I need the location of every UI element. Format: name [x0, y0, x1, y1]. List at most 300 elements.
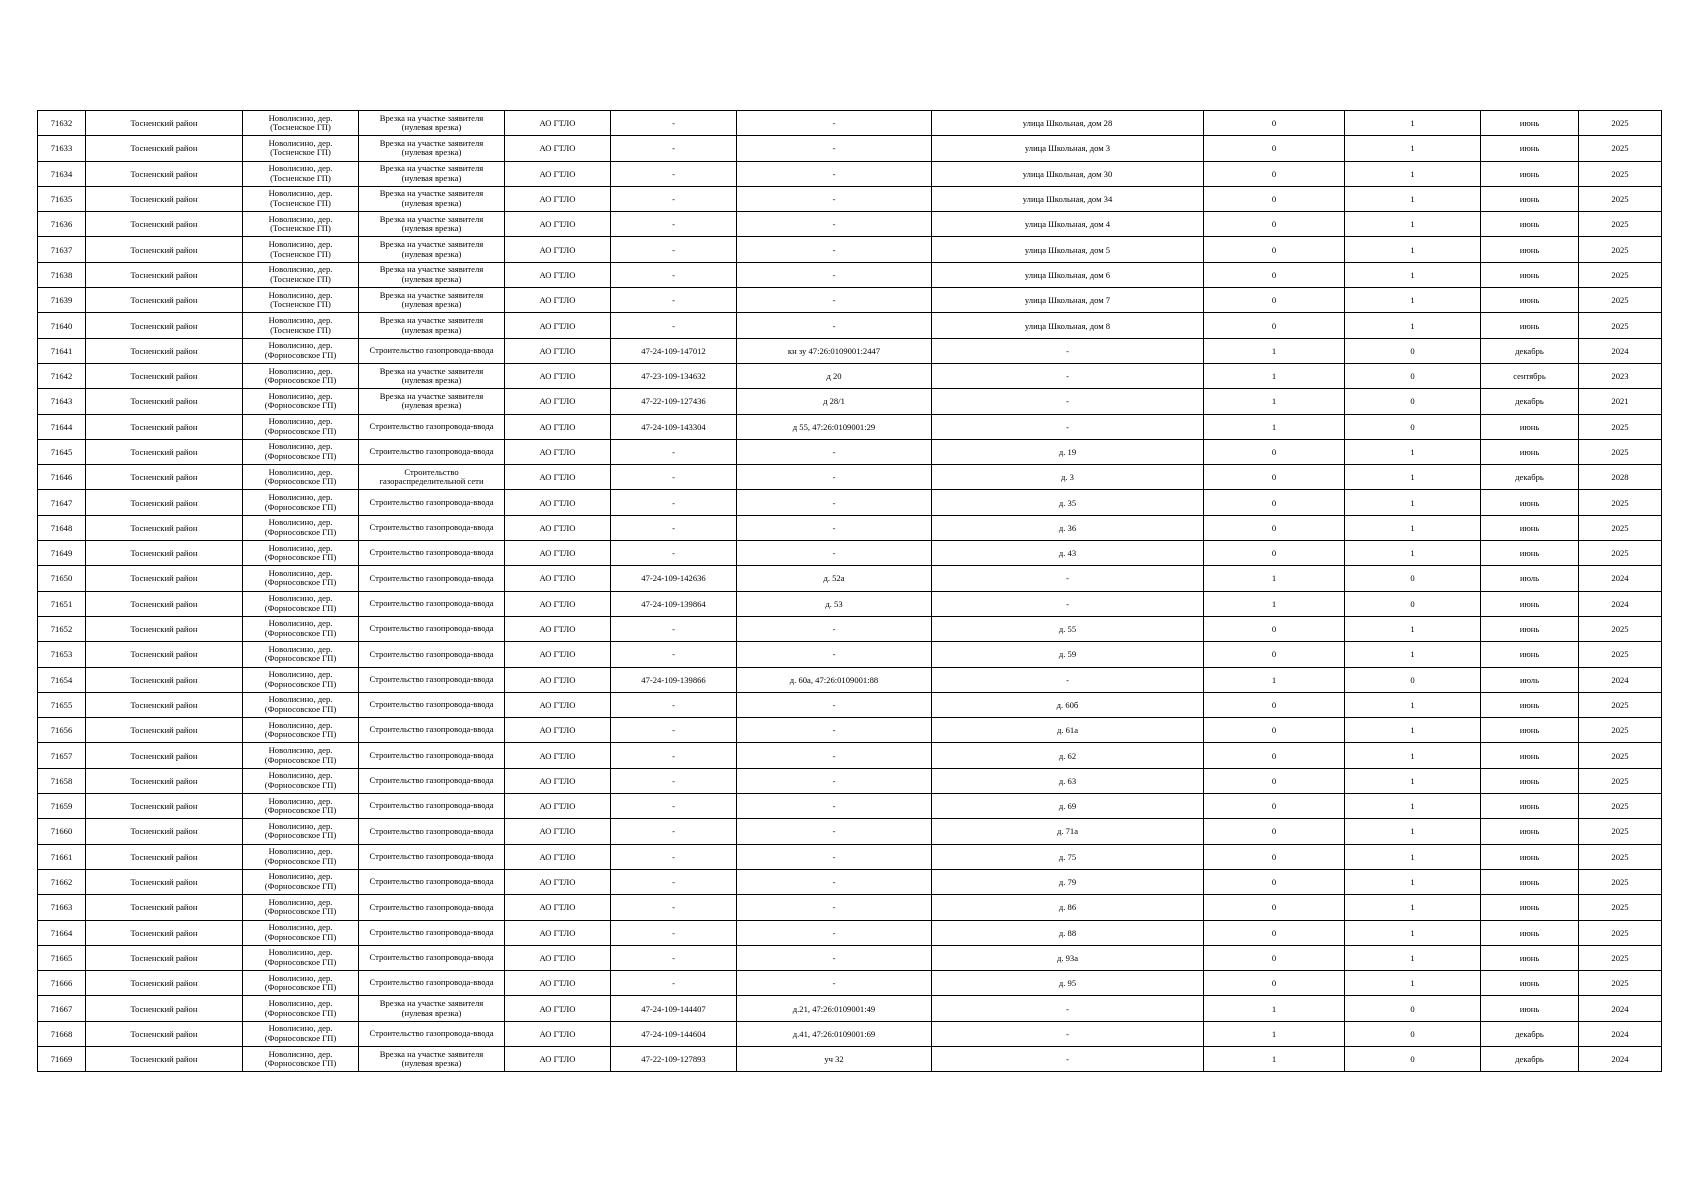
operator-cell: АО ГТЛО: [505, 161, 611, 186]
table-row: [38, 667, 1662, 692]
district-cell: Тосненский район: [86, 439, 243, 464]
year-cell: 2021: [1579, 389, 1662, 414]
record-id-cell: 71646: [38, 465, 86, 490]
application-number-cell: -: [611, 465, 737, 490]
contract-flag-cell: 0: [1204, 844, 1345, 869]
month-cell: сентябрь: [1481, 363, 1579, 388]
work-type-line: Врезка на участке заявителя: [379, 137, 484, 148]
work-type-cell: [359, 768, 505, 793]
work-type-line: Врезка на участке заявителя: [379, 213, 484, 224]
district-cell: Тосненский район: [86, 920, 243, 945]
application-number-cell: -: [611, 288, 737, 313]
month-cell: июнь: [1481, 642, 1579, 667]
settlement-line: Новолисино, дер.: [268, 1048, 333, 1059]
year-cell: 2025: [1579, 186, 1662, 211]
operator-cell: АО ГТЛО: [505, 212, 611, 237]
address-cell: улица Школьная, дом 7: [932, 288, 1204, 313]
settlement-cell: [243, 186, 359, 211]
record-id-cell: 71669: [38, 1046, 86, 1071]
table-row: [38, 414, 1662, 439]
work-type-line: Строительство газопровода-ввода: [369, 547, 494, 558]
work-type-cell: [359, 541, 505, 566]
settlement-line: Новолисино, дер.: [268, 744, 333, 755]
application-number-cell: -: [611, 237, 737, 262]
year-cell: 2025: [1579, 920, 1662, 945]
settlement-cell: [243, 616, 359, 641]
work-type-line: Строительство газопровода-ввода: [369, 749, 494, 760]
operator-cell: АО ГТЛО: [505, 642, 611, 667]
work-type-line: Строительство газопровода-ввода: [369, 724, 494, 735]
contract-flag-cell: 0: [1204, 111, 1345, 136]
year-cell: 2025: [1579, 136, 1662, 161]
planned-flag-cell: 0: [1345, 591, 1481, 616]
address-cell: д. 19: [932, 439, 1204, 464]
work-type-line: (нулевая врезка): [401, 248, 462, 259]
settlement-line: (Форносовское ГП): [264, 1032, 337, 1043]
district-cell: Тосненский район: [86, 212, 243, 237]
work-type-line: (нулевая врезка): [401, 375, 462, 386]
land-plot-cell: -: [737, 515, 932, 540]
land-plot-cell: -: [737, 768, 932, 793]
address-cell: -: [932, 414, 1204, 439]
table-row: [38, 363, 1662, 388]
settlement-line: Новолисино, дер.: [268, 669, 333, 680]
work-type-cell: [359, 692, 505, 717]
table-row: [38, 692, 1662, 717]
planned-flag-cell: 1: [1345, 465, 1481, 490]
planned-flag-cell: 0: [1345, 566, 1481, 591]
operator-cell: АО ГТЛО: [505, 313, 611, 338]
year-cell: 2025: [1579, 111, 1662, 136]
month-cell: июнь: [1481, 237, 1579, 262]
year-cell: 2025: [1579, 262, 1662, 287]
settlement-line: Новолисино, дер.: [268, 795, 333, 806]
month-cell: июнь: [1481, 288, 1579, 313]
contract-flag-cell: 0: [1204, 136, 1345, 161]
contract-flag-cell: 0: [1204, 515, 1345, 540]
settlement-line: Новолисино, дер.: [268, 264, 333, 275]
application-number-cell: -: [611, 313, 737, 338]
table-row: [38, 515, 1662, 540]
address-cell: улица Школьная, дом 8: [932, 313, 1204, 338]
table-row: [38, 490, 1662, 515]
settlement-line: (Форносовское ГП): [264, 931, 337, 942]
operator-cell: АО ГТЛО: [505, 389, 611, 414]
settlement-cell: [243, 1021, 359, 1046]
planned-flag-cell: 1: [1345, 844, 1481, 869]
work-type-line: (нулевая врезка): [401, 273, 462, 284]
district-cell: Тосненский район: [86, 1046, 243, 1071]
work-type-line: (нулевая врезка): [401, 1058, 462, 1069]
settlement-cell: [243, 945, 359, 970]
work-type-cell: [359, 819, 505, 844]
work-type-cell: [359, 920, 505, 945]
land-plot-cell: кн зу 47:26:0109001:2447: [737, 338, 932, 363]
district-cell: Тосненский район: [86, 389, 243, 414]
application-number-cell: 47-22-109-127436: [611, 389, 737, 414]
settlement-line: (Форносовское ГП): [264, 451, 337, 461]
district-cell: Тосненский район: [86, 642, 243, 667]
records-table: [37, 110, 1662, 1072]
land-plot-cell: д. 53: [737, 591, 932, 616]
settlement-line: (Форносовское ГП): [264, 552, 337, 563]
address-cell: улица Школьная, дом 6: [932, 262, 1204, 287]
settlement-cell: [243, 414, 359, 439]
work-type-line: Строительство: [404, 466, 459, 477]
settlement-line: Новолисино, дер.: [268, 643, 333, 654]
settlement-line: Новолисино, дер.: [268, 517, 333, 528]
work-type-cell: [359, 945, 505, 970]
settlement-line: Новолисино, дер.: [268, 922, 333, 933]
work-type-line: Строительство газопровода-ввода: [369, 420, 494, 431]
record-id-cell: 71641: [38, 338, 86, 363]
address-cell: д. 63: [932, 768, 1204, 793]
application-number-cell: -: [611, 541, 737, 566]
settlement-line: Новолисино, дер.: [268, 972, 333, 983]
year-cell: 2025: [1579, 692, 1662, 717]
application-number-cell: -: [611, 136, 737, 161]
district-cell: Тосненский район: [86, 490, 243, 515]
settlement-line: (Форносовское ГП): [264, 982, 337, 993]
settlement-cell: [243, 439, 359, 464]
district-cell: Тосненский район: [86, 869, 243, 894]
month-cell: июнь: [1481, 616, 1579, 641]
settlement-line: Новолисино, дер.: [268, 213, 333, 224]
operator-cell: АО ГТЛО: [505, 136, 611, 161]
settlement-cell: [243, 768, 359, 793]
month-cell: июнь: [1481, 111, 1579, 136]
planned-flag-cell: 1: [1345, 541, 1481, 566]
year-cell: 2028: [1579, 465, 1662, 490]
month-cell: июнь: [1481, 212, 1579, 237]
settlement-cell: [243, 363, 359, 388]
settlement-line: (Форносовское ГП): [264, 678, 337, 689]
land-plot-cell: -: [737, 844, 932, 869]
year-cell: 2025: [1579, 945, 1662, 970]
settlement-cell: [243, 111, 359, 136]
application-number-cell: -: [611, 768, 737, 793]
settlement-cell: [243, 161, 359, 186]
work-type-line: Строительство газопровода-ввода: [369, 800, 494, 811]
contract-flag-cell: 0: [1204, 313, 1345, 338]
record-id-cell: 71666: [38, 971, 86, 996]
settlement-cell: [243, 743, 359, 768]
year-cell: 2025: [1579, 819, 1662, 844]
operator-cell: АО ГТЛО: [505, 794, 611, 819]
application-number-cell: 47-24-109-144604: [611, 1021, 737, 1046]
settlement-cell: [243, 869, 359, 894]
year-cell: 2024: [1579, 338, 1662, 363]
table-row: [38, 237, 1662, 262]
address-cell: -: [932, 389, 1204, 414]
settlement-cell: [243, 718, 359, 743]
work-type-line: (нулевая врезка): [401, 172, 462, 183]
land-plot-cell: -: [737, 186, 932, 211]
work-type-line: Строительство газопровода-ввода: [369, 952, 494, 963]
operator-cell: АО ГТЛО: [505, 996, 611, 1021]
land-plot-cell: -: [737, 161, 932, 186]
work-type-line: (нулевая врезка): [401, 223, 462, 234]
address-cell: д. 35: [932, 490, 1204, 515]
land-plot-cell: -: [737, 288, 932, 313]
address-cell: д. 55: [932, 616, 1204, 641]
work-type-cell: [359, 414, 505, 439]
table-row: [38, 1021, 1662, 1046]
month-cell: июнь: [1481, 161, 1579, 186]
address-cell: улица Школьная, дом 5: [932, 237, 1204, 262]
address-cell: улица Школьная, дом 28: [932, 111, 1204, 136]
land-plot-cell: д 20: [737, 363, 932, 388]
application-number-cell: -: [611, 743, 737, 768]
planned-flag-cell: 0: [1345, 338, 1481, 363]
table-row: [38, 768, 1662, 793]
operator-cell: АО ГТЛО: [505, 692, 611, 717]
settlement-cell: [243, 692, 359, 717]
month-cell: июнь: [1481, 490, 1579, 515]
settlement-cell: [243, 819, 359, 844]
district-cell: Тосненский район: [86, 692, 243, 717]
settlement-cell: [243, 288, 359, 313]
planned-flag-cell: 1: [1345, 136, 1481, 161]
settlement-cell: [243, 996, 359, 1021]
settlement-cell: [243, 642, 359, 667]
planned-flag-cell: 1: [1345, 515, 1481, 540]
application-number-cell: -: [611, 161, 737, 186]
planned-flag-cell: 1: [1345, 616, 1481, 641]
month-cell: июнь: [1481, 186, 1579, 211]
work-type-line: (нулевая врезка): [401, 198, 462, 209]
settlement-line: (Тосненское ГП): [270, 299, 331, 310]
land-plot-cell: -: [737, 237, 932, 262]
settlement-line: (Форносовское ГП): [264, 779, 337, 790]
year-cell: 2025: [1579, 515, 1662, 540]
record-id-cell: 71633: [38, 136, 86, 161]
records-body: [38, 111, 1662, 1072]
contract-flag-cell: 0: [1204, 794, 1345, 819]
district-cell: Тосненский район: [86, 237, 243, 262]
work-type-line: (нулевая врезка): [401, 299, 462, 310]
month-cell: июнь: [1481, 794, 1579, 819]
settlement-cell: [243, 844, 359, 869]
operator-cell: АО ГТЛО: [505, 237, 611, 262]
month-cell: июнь: [1481, 692, 1579, 717]
contract-flag-cell: 0: [1204, 439, 1345, 464]
month-cell: июнь: [1481, 718, 1579, 743]
application-number-cell: -: [611, 895, 737, 920]
year-cell: 2024: [1579, 996, 1662, 1021]
work-type-line: Строительство газопровода-ввода: [369, 496, 494, 507]
district-cell: Тосненский район: [86, 566, 243, 591]
month-cell: декабрь: [1481, 389, 1579, 414]
planned-flag-cell: 1: [1345, 794, 1481, 819]
settlement-line: Новолисино, дер.: [268, 896, 333, 907]
planned-flag-cell: 1: [1345, 237, 1481, 262]
settlement-line: (Форносовское ГП): [264, 805, 337, 816]
year-cell: 2025: [1579, 642, 1662, 667]
planned-flag-cell: 1: [1345, 313, 1481, 338]
settlement-line: (Тосненское ГП): [270, 198, 331, 209]
contract-flag-cell: 0: [1204, 490, 1345, 515]
district-cell: Тосненский район: [86, 794, 243, 819]
year-cell: 2025: [1579, 237, 1662, 262]
work-type-cell: [359, 465, 505, 490]
application-number-cell: 47-23-109-134632: [611, 363, 737, 388]
work-type-line: Строительство газопровода-ввода: [369, 825, 494, 836]
settlement-line: Новолисино, дер.: [268, 542, 333, 553]
record-id-cell: 71656: [38, 718, 86, 743]
work-type-cell: [359, 161, 505, 186]
record-id-cell: 71638: [38, 262, 86, 287]
table-row: [38, 389, 1662, 414]
application-number-cell: 47-24-109-147012: [611, 338, 737, 363]
land-plot-cell: -: [737, 212, 932, 237]
land-plot-cell: д. 60а, 47:26:0109001:88: [737, 667, 932, 692]
table-row: [38, 920, 1662, 945]
settlement-line: Новолисино, дер.: [268, 416, 333, 427]
work-type-line: Врезка на участке заявителя: [379, 314, 484, 325]
table-row: [38, 819, 1662, 844]
month-cell: июль: [1481, 667, 1579, 692]
contract-flag-cell: 0: [1204, 971, 1345, 996]
settlement-line: Новолисино, дер.: [268, 112, 333, 123]
settlement-line: Новолисино, дер.: [268, 314, 333, 325]
year-cell: 2025: [1579, 869, 1662, 894]
land-plot-cell: -: [737, 819, 932, 844]
address-cell: -: [932, 1021, 1204, 1046]
planned-flag-cell: 1: [1345, 895, 1481, 920]
settlement-line: (Форносовское ГП): [264, 754, 337, 765]
month-cell: декабрь: [1481, 338, 1579, 363]
land-plot-cell: -: [737, 718, 932, 743]
month-cell: декабрь: [1481, 465, 1579, 490]
application-number-cell: 47-24-109-139864: [611, 591, 737, 616]
address-cell: д. 75: [932, 844, 1204, 869]
land-plot-cell: -: [737, 465, 932, 490]
application-number-cell: 47-24-109-142636: [611, 566, 737, 591]
work-type-line: газораспределительной сети: [379, 476, 484, 487]
settlement-line: (Форносовское ГП): [264, 349, 337, 360]
contract-flag-cell: 0: [1204, 768, 1345, 793]
work-type-cell: [359, 616, 505, 641]
year-cell: 2024: [1579, 566, 1662, 591]
settlement-line: Новолисино, дер.: [268, 441, 333, 452]
year-cell: 2025: [1579, 313, 1662, 338]
application-number-cell: -: [611, 515, 737, 540]
settlement-line: (Тосненское ГП): [270, 147, 331, 158]
settlement-line: (Тосненское ГП): [270, 223, 331, 234]
contract-flag-cell: 0: [1204, 819, 1345, 844]
work-type-line: Врезка на участке заявителя: [379, 163, 484, 174]
settlement-cell: [243, 490, 359, 515]
month-cell: июль: [1481, 566, 1579, 591]
settlement-line: (Форносовское ГП): [264, 729, 337, 740]
operator-cell: АО ГТЛО: [505, 288, 611, 313]
work-type-line: (нулевая врезка): [401, 122, 462, 133]
application-number-cell: 47-24-109-143304: [611, 414, 737, 439]
settlement-line: Новолисино, дер.: [268, 137, 333, 148]
contract-flag-cell: 0: [1204, 186, 1345, 211]
year-cell: 2023: [1579, 363, 1662, 388]
settlement-line: Новолисино, дер.: [268, 466, 333, 477]
record-id-cell: 71642: [38, 363, 86, 388]
land-plot-cell: -: [737, 971, 932, 996]
work-type-cell: [359, 389, 505, 414]
operator-cell: АО ГТЛО: [505, 566, 611, 591]
application-number-cell: 47-24-109-139866: [611, 667, 737, 692]
planned-flag-cell: 0: [1345, 414, 1481, 439]
month-cell: декабрь: [1481, 1021, 1579, 1046]
planned-flag-cell: 0: [1345, 996, 1481, 1021]
contract-flag-cell: 1: [1204, 1046, 1345, 1071]
year-cell: 2025: [1579, 414, 1662, 439]
address-cell: -: [932, 363, 1204, 388]
settlement-line: (Форносовское ГП): [264, 956, 337, 967]
table-row: [38, 591, 1662, 616]
work-type-cell: [359, 136, 505, 161]
contract-flag-cell: 0: [1204, 616, 1345, 641]
address-cell: -: [932, 1046, 1204, 1071]
planned-flag-cell: 0: [1345, 667, 1481, 692]
month-cell: июнь: [1481, 136, 1579, 161]
record-id-cell: 71634: [38, 161, 86, 186]
settlement-line: Новолисино, дер.: [268, 188, 333, 199]
month-cell: июнь: [1481, 895, 1579, 920]
table-row: [38, 794, 1662, 819]
application-number-cell: -: [611, 490, 737, 515]
record-id-cell: 71637: [38, 237, 86, 262]
contract-flag-cell: 0: [1204, 465, 1345, 490]
record-id-cell: 71651: [38, 591, 86, 616]
year-cell: 2025: [1579, 718, 1662, 743]
operator-cell: АО ГТЛО: [505, 515, 611, 540]
record-id-cell: 71660: [38, 819, 86, 844]
record-id-cell: 71639: [38, 288, 86, 313]
work-type-line: Строительство газопровода-ввода: [369, 597, 494, 608]
year-cell: 2024: [1579, 1021, 1662, 1046]
contract-flag-cell: 0: [1204, 642, 1345, 667]
planned-flag-cell: 1: [1345, 768, 1481, 793]
work-type-cell: [359, 642, 505, 667]
settlement-line: (Форносовское ГП): [264, 855, 337, 866]
planned-flag-cell: 0: [1345, 389, 1481, 414]
contract-flag-cell: 1: [1204, 591, 1345, 616]
district-cell: Тосненский район: [86, 288, 243, 313]
settlement-line: Новолисино, дер.: [268, 492, 333, 502]
operator-cell: АО ГТЛО: [505, 743, 611, 768]
table-row: [38, 844, 1662, 869]
application-number-cell: -: [611, 692, 737, 717]
operator-cell: АО ГТЛО: [505, 718, 611, 743]
contract-flag-cell: 1: [1204, 1021, 1345, 1046]
contract-flag-cell: 0: [1204, 945, 1345, 970]
work-type-line: Строительство газопровода-ввода: [369, 673, 494, 684]
work-type-cell: [359, 718, 505, 743]
address-cell: -: [932, 591, 1204, 616]
settlement-line: (Тосненское ГП): [270, 248, 331, 259]
work-type-line: Врезка на участке заявителя: [379, 365, 484, 376]
year-cell: 2025: [1579, 616, 1662, 641]
work-type-line: (нулевая врезка): [401, 147, 462, 158]
work-type-line: Строительство газопровода-ввода: [369, 522, 494, 533]
settlement-line: Новолисино, дер.: [268, 997, 333, 1008]
land-plot-cell: -: [737, 541, 932, 566]
land-plot-cell: -: [737, 616, 932, 641]
operator-cell: АО ГТЛО: [505, 920, 611, 945]
operator-cell: АО ГТЛО: [505, 1046, 611, 1071]
work-type-cell: [359, 313, 505, 338]
contract-flag-cell: 0: [1204, 718, 1345, 743]
contract-flag-cell: 0: [1204, 288, 1345, 313]
